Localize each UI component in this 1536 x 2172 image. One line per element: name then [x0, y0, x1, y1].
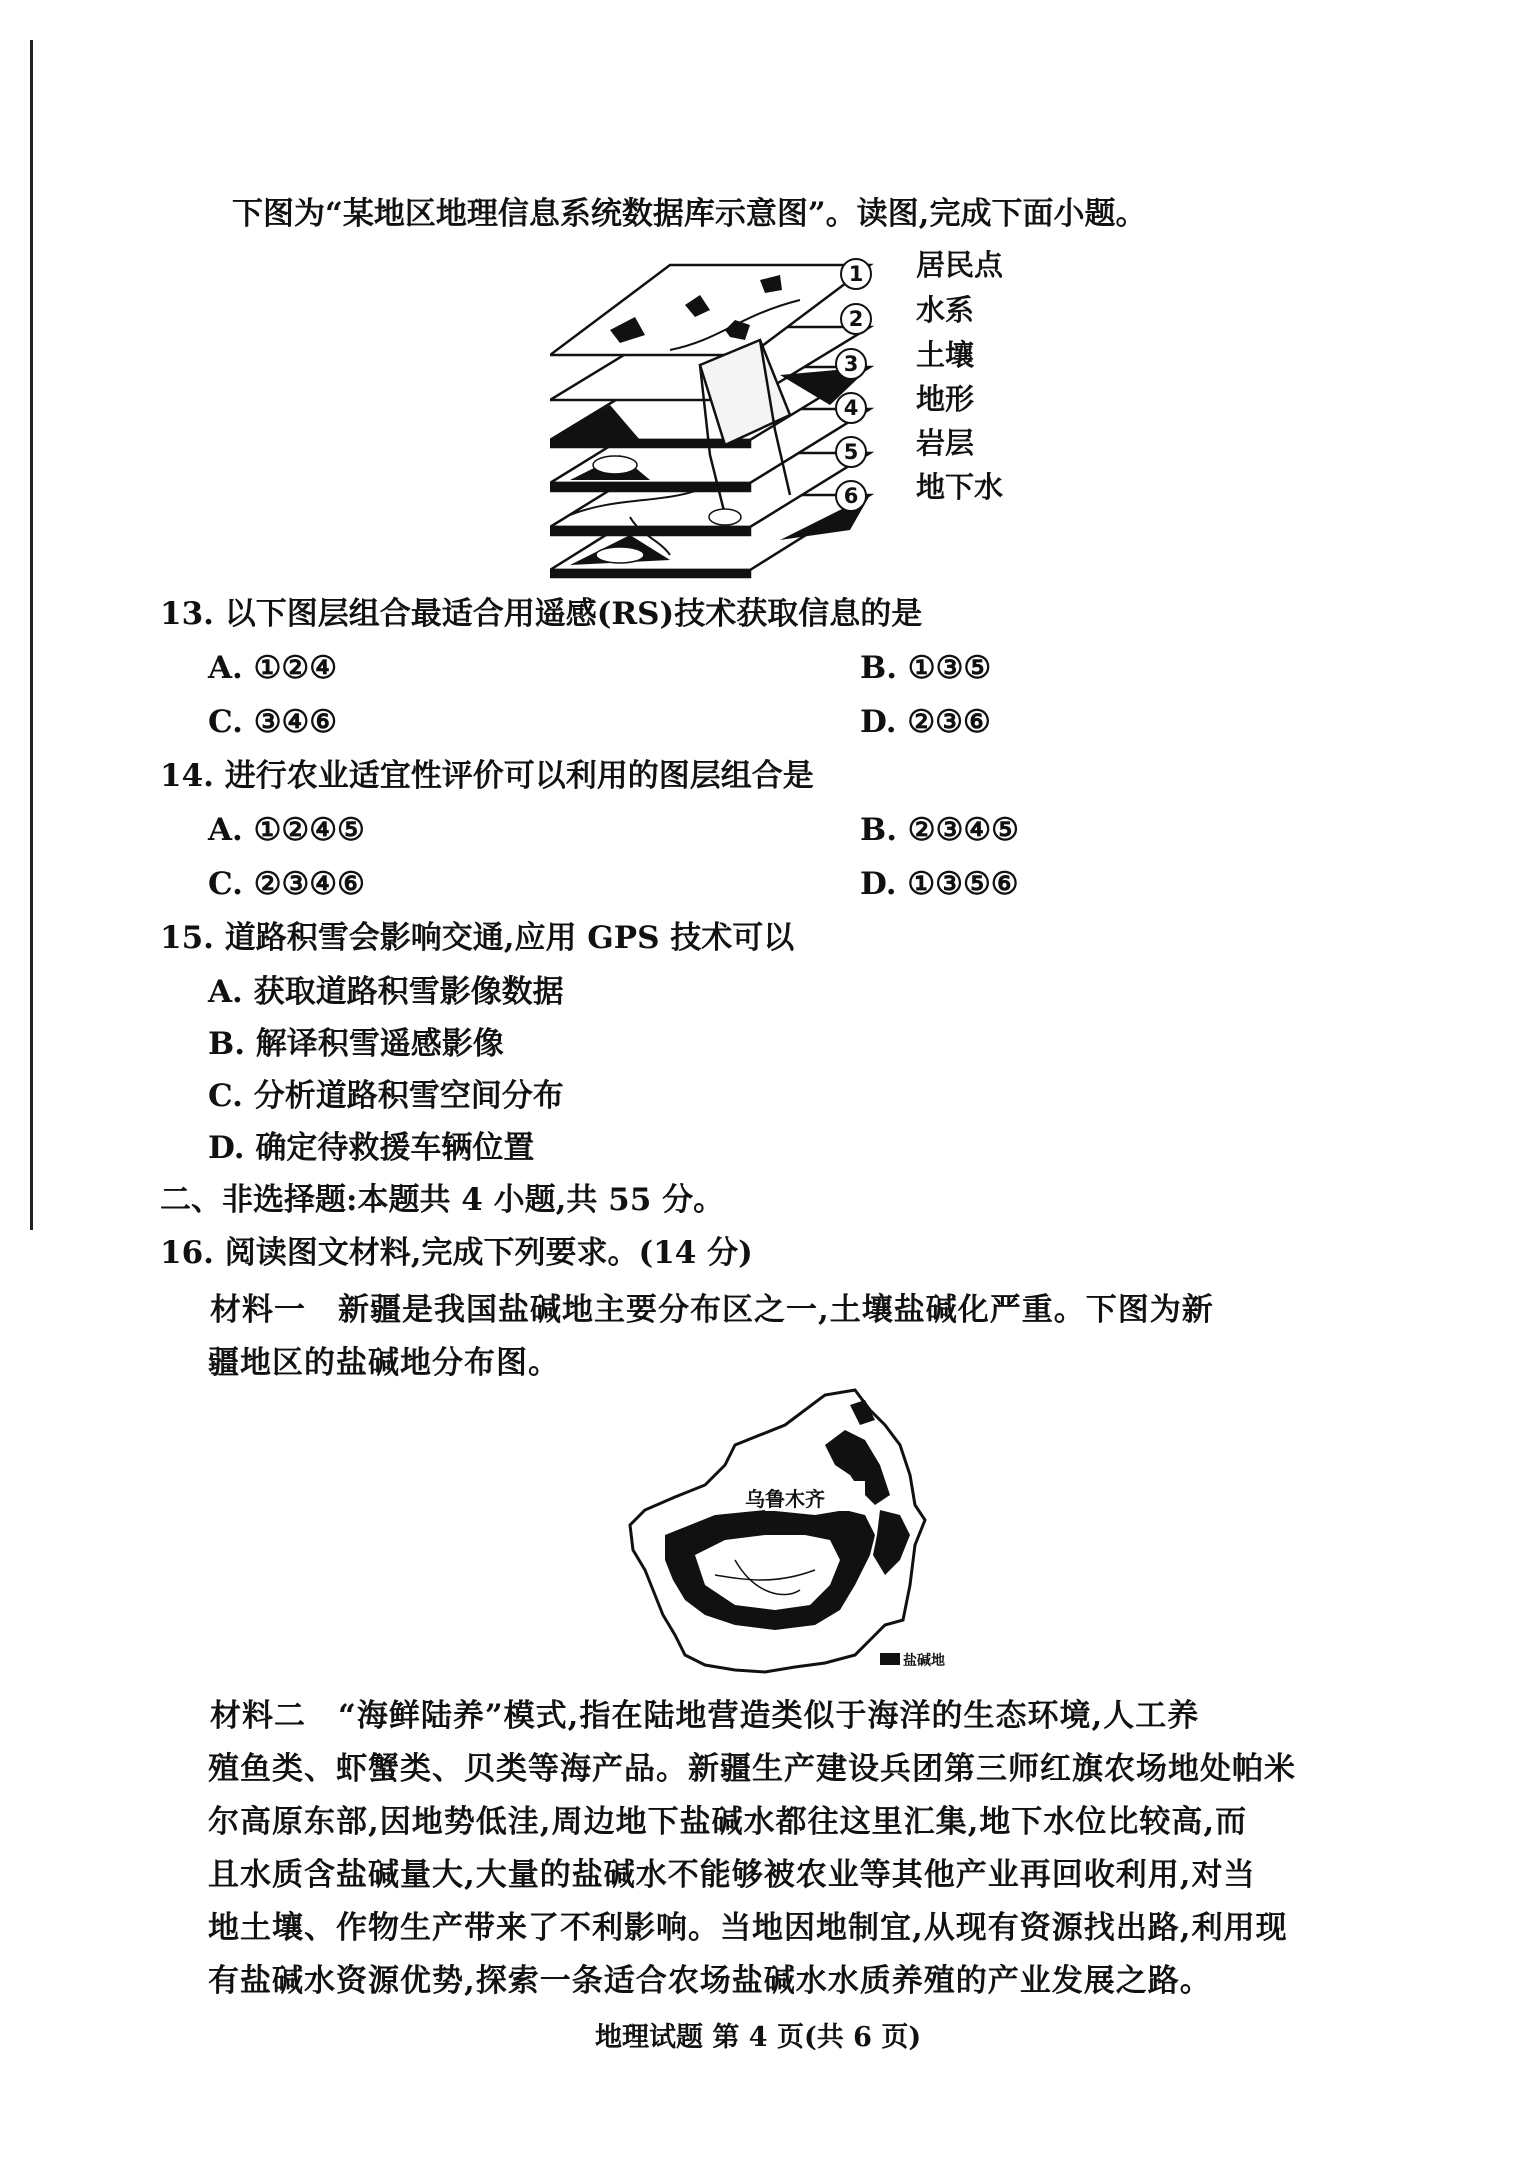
q13-option-a: A. ①②④ — [208, 650, 338, 686]
layer-number-4: 4 — [835, 392, 867, 424]
layer-number-5: 5 — [835, 436, 867, 468]
section-heading: 二、非选择题:本题共 4 小题,共 55 分。 — [160, 1182, 725, 1218]
q15-option-a: A. 获取道路积雪影像数据 — [208, 974, 564, 1010]
layer-label-terrain: 地形 — [916, 382, 975, 416]
layer-number-6: 6 — [835, 480, 867, 512]
layer-label-rock: 岩层 — [916, 426, 975, 460]
material-two-line: 且水质含盐碱量大,大量的盐碱水不能够被农业等其他产业再回收利用,对当 — [208, 1857, 1256, 1893]
q13-stem: 13. 以下图层组合最适合用遥感(RS)技术获取信息的是 — [160, 596, 923, 632]
layer-label-groundwater: 地下水 — [916, 470, 1004, 504]
layer-label-soil: 土壤 — [916, 338, 975, 372]
layer-number-1: 1 — [840, 258, 872, 290]
material-two-line: 地土壤、作物生产带来了不利影响。当地因地制宜,从现有资源找出路,利用现 — [208, 1910, 1288, 1946]
q13-option-d: D. ②③⑥ — [860, 704, 991, 740]
q13-option-c: C. ③④⑥ — [208, 704, 338, 740]
q14-option-a: A. ①②④⑤ — [208, 812, 365, 848]
q14-option-d: D. ①③⑤⑥ — [860, 866, 1019, 902]
layer-number-3: 3 — [835, 348, 867, 380]
material-one-line: 疆地区的盐碱地分布图。 — [208, 1345, 560, 1381]
q14-option-b: B. ②③④⑤ — [860, 812, 1019, 848]
margin-line — [30, 40, 33, 1230]
material-two — [210, 1690, 1296, 2008]
intro-text: 下图为“某地区地理信息系统数据库示意图”。读图,完成下面小题。 — [232, 196, 1147, 232]
q14-option-c: C. ②③④⑥ — [208, 866, 365, 902]
page-footer: 地理试题 第 4 页(共 6 页) — [595, 2022, 922, 2053]
map-city-label: 乌鲁木齐 — [745, 1487, 825, 1511]
layer-label-settlement: 居民点 — [916, 248, 1004, 282]
q15-option-d: D. 确定待救援车辆位置 — [208, 1130, 535, 1166]
material-two-line: 殖鱼类、虾蟹类、贝类等海产品。新疆生产建设兵团第三师红旗农场地处帕米 — [208, 1751, 1296, 1787]
layer-number-2: 2 — [840, 303, 872, 335]
q14-stem: 14. 进行农业适宜性评价可以利用的图层组合是 — [160, 758, 814, 794]
q15-stem: 15. 道路积雪会影响交通,应用 GPS 技术可以 — [160, 920, 795, 956]
material-two-line: 材料二 “海鲜陆养”模式,指在陆地营造类似于海洋的生态环境,人工养 — [210, 1698, 1200, 1734]
q15-option-c: C. 分析道路积雪空间分布 — [208, 1078, 564, 1114]
material-one — [210, 1284, 1214, 1390]
gis-layer-diagram — [550, 255, 880, 585]
saline-alkali-map — [625, 1385, 970, 1680]
material-two-line: 有盐碱水资源优势,探索一条适合农场盐碱水水质养殖的产业发展之路。 — [208, 1963, 1212, 1999]
material-two-line: 尔高原东部,因地势低洼,周边地下盐碱水都往这里汇集,地下水位比较高,而 — [208, 1804, 1248, 1840]
q13-option-b: B. ①③⑤ — [860, 650, 992, 686]
q15-option-b: B. 解译积雪遥感影像 — [208, 1026, 504, 1062]
map-legend-label: 盐碱地 — [903, 1653, 945, 1669]
q16-stem: 16. 阅读图文材料,完成下列要求。(14 分) — [160, 1235, 753, 1271]
material-one-line: 材料一 新疆是我国盐碱地主要分布区之一,土壤盐碱化严重。下图为新 — [210, 1292, 1214, 1328]
layer-label-water: 水系 — [916, 293, 975, 327]
